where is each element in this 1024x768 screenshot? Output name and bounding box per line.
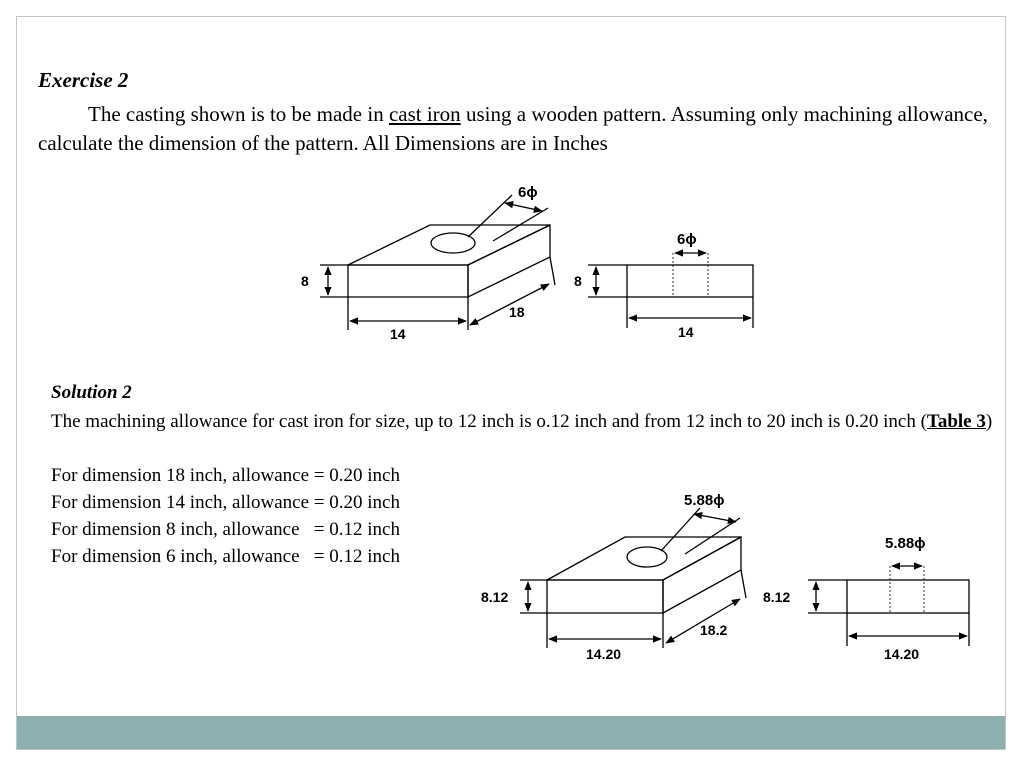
original-front-length-label: 14 xyxy=(678,324,694,340)
pattern-hole-dim-line xyxy=(694,514,736,522)
original-front-hole-dia-label: 6ϕ xyxy=(677,231,697,248)
exercise-material: cast iron xyxy=(388,102,461,126)
exercise-text-before: The casting shown is to be made in xyxy=(88,102,389,126)
original-iso-side-face xyxy=(468,225,550,297)
solution-title: Solution 2 xyxy=(51,382,132,403)
exercise-text-after: using a wooden pattern. Assuming only machining allowance, calculate the dimension of the pattern. All Dimensions are in Inches xyxy=(38,102,988,155)
pattern-front-view xyxy=(808,566,969,646)
pattern-front-hole-dia-label: 5.88ϕ xyxy=(885,535,926,552)
original-front-rect xyxy=(627,265,753,297)
original-length-label: 14 xyxy=(390,326,406,342)
pattern-front-height-label: 8.12 xyxy=(763,589,791,605)
pattern-iso-front-face xyxy=(547,580,663,613)
original-iso-top-face xyxy=(348,225,550,265)
original-depth-ext xyxy=(550,257,555,285)
allowance-line: For dimension 6 inch, allowance = 0.12 inch xyxy=(51,546,400,567)
original-iso-front-face xyxy=(348,265,468,297)
original-front-view xyxy=(588,253,753,328)
pattern-iso-side-face xyxy=(663,537,741,613)
original-depth-label: 18 xyxy=(509,304,525,320)
pattern-iso-top-face xyxy=(547,537,741,580)
allowance-line: For dimension 18 inch, allowance = 0.20 inch xyxy=(51,465,400,486)
pattern-length-label: 14.20 xyxy=(586,646,622,662)
original-hole-dia-label: 6ϕ xyxy=(518,184,538,201)
solution-text-before: The machining allowance for cast iron for size, up to 12 inch is o.12 inch and from 12 inch to 20 inch is 0.20 inch ( xyxy=(51,411,927,432)
original-hole-leader xyxy=(468,195,512,237)
pattern-hole-dia-label: 5.88ϕ xyxy=(684,492,725,509)
pattern-depth-ext xyxy=(741,570,746,598)
pattern-hole-leader xyxy=(685,518,740,554)
allowance-line: For dimension 14 inch, allowance = 0.20 inch xyxy=(51,492,400,513)
solution-text-after: ) xyxy=(985,411,993,432)
pattern-iso-hole xyxy=(627,547,667,567)
pattern-height-label: 8.12 xyxy=(481,589,509,605)
exercise-title: Exercise 2 xyxy=(38,68,129,92)
pattern-front-length-label: 14.20 xyxy=(884,646,920,662)
original-hole-dim-line xyxy=(505,203,542,211)
original-height-label: 8 xyxy=(301,273,309,289)
pattern-depth-label: 18.2 xyxy=(700,622,728,638)
table-3-link[interactable]: Table 3 xyxy=(926,411,986,432)
pattern-front-rect xyxy=(847,580,969,613)
original-front-height-label: 8 xyxy=(574,273,582,289)
allowance-line: For dimension 8 inch, allowance = 0.12 inch xyxy=(51,519,400,540)
